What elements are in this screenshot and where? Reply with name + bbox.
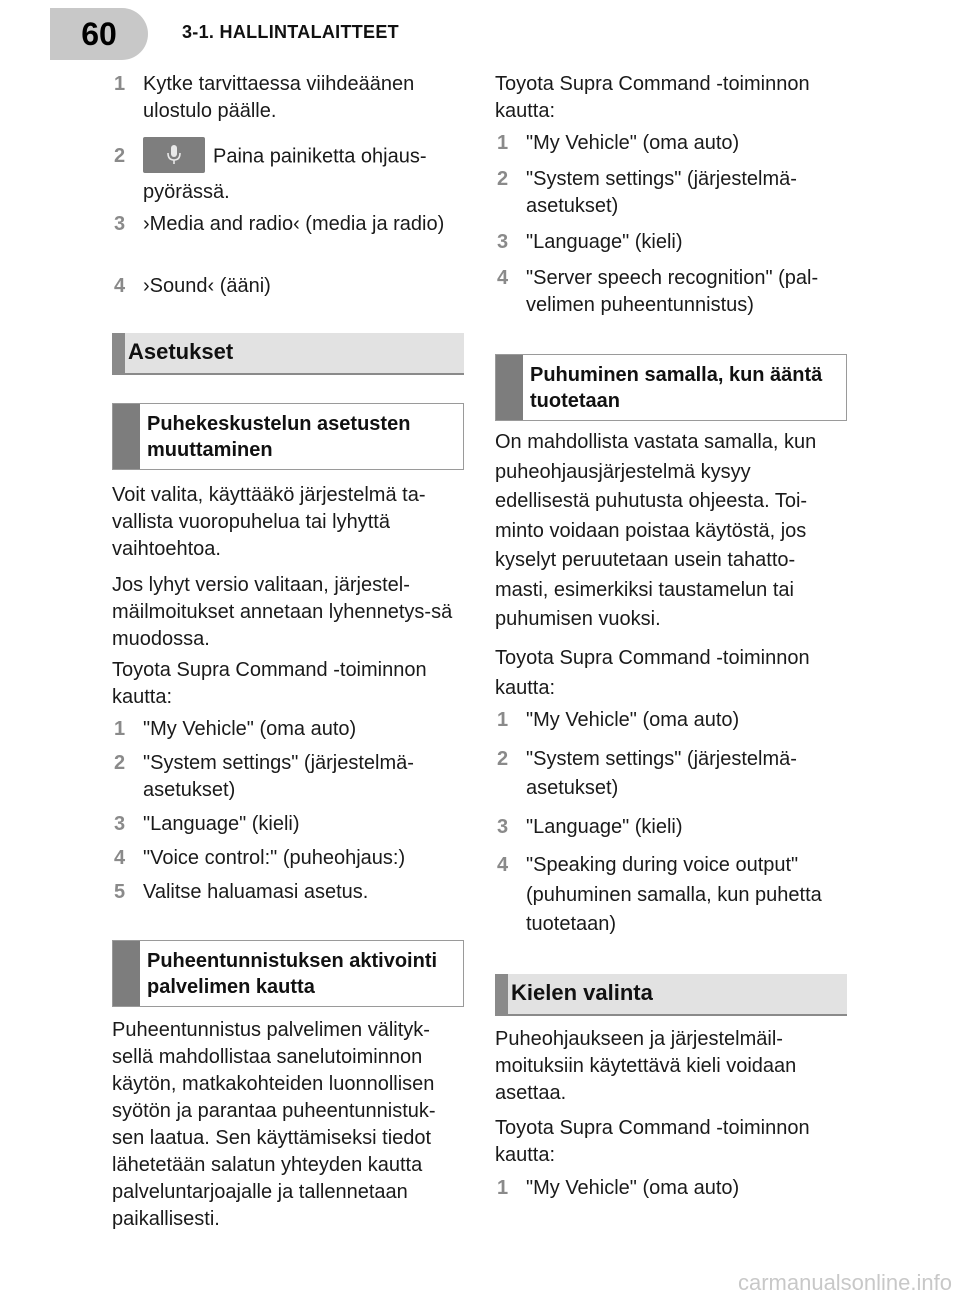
intro-step-list: [112, 71, 464, 125]
list-item: 2 "System settings" (järjestelmä-asetukset): [497, 747, 797, 799]
step-list: [495, 130, 847, 319]
intro-step-4: [112, 273, 464, 300]
list-item: 2 "System settings" (järjestelmä-asetukset): [114, 752, 414, 801]
list-item: 1 "My Vehicle" (oma auto): [497, 1177, 740, 1199]
step-list: [112, 716, 464, 906]
list-item: 3 "Language" (kieli): [497, 231, 683, 253]
list-item: 2 Paina painiketta ohjaus-pyörässä.: [112, 139, 464, 209]
page-header: [0, 0, 960, 64]
list-item: 4 ›Sound‹ (ääni): [114, 275, 271, 297]
subsection-heading-server: Puheentunnistuksen aktivointi palvelimen kautta: [112, 940, 464, 1007]
paragraph: Jos lyhyt versio valitaan, järjestel-mäilmoitukset annetaan lyhennetys-sä muodossa.: [112, 574, 453, 650]
chapter-title: 3-1. HALLINTALAITTEET: [182, 22, 399, 42]
watermark: carmanualsonline.info: [737, 1270, 952, 1295]
list-item: 4 "Speaking during voice output" (puhuminen samalla, kun puhetta tuotetaan): [497, 854, 822, 935]
list-item: 1 "My Vehicle" (oma auto): [497, 132, 740, 154]
page-number: 60: [50, 8, 148, 60]
paragraph: Toyota Supra Command -toiminnon kautta:: [495, 647, 810, 699]
intro-step-3: [112, 211, 464, 238]
paragraph: Toyota Supra Command -toiminnon kautta:: [495, 73, 810, 122]
list-item: 3 "Language" (kieli): [114, 813, 300, 835]
list-item: 3 ›Media and radio‹ (media ja radio): [114, 213, 445, 235]
paragraph: Puheentunnistus palvelimen välityk-sellä mahdollistaa sanelutoiminnon käytön, matkakohteiden luonnollisen syötön ja parantaa puheentunnistuk-sen laatua. Sen käyttämiseksi tiedot lähetetään salatun yhteyden kautta palveluntarjoajalle ja tallennetaan paikallisesti.: [112, 1019, 436, 1230]
paragraph: Puheohjaukseen ja järjestelmäil-moituksiin käytettävä kieli voidaan asettaa.: [495, 1028, 797, 1104]
microphone-icon: [143, 137, 205, 173]
paragraph: On mahdollista vastata samalla, kun puheohjausjärjestelmä kysyy edellisestä puhutusta ohjeesta. Toi-minto voidaan poistaa käytöstä, jos kyselyt peruutetaan usein tahatto-masti, esimerkiksi taustamelun tai puhumisen vuoksi.: [495, 431, 817, 630]
list-item: 2 "System settings" (järjestelmä-asetukset): [497, 168, 797, 217]
step-list: [495, 1175, 847, 1202]
intro-step-2: [112, 139, 464, 209]
list-item: 1 "My Vehicle" (oma auto): [497, 709, 740, 731]
list-item: 1 "My Vehicle" (oma auto): [114, 718, 357, 740]
list-item: 5 Valitse haluamasi asetus.: [114, 881, 369, 903]
subsection-heading-speaking: Puhuminen samalla, kun ääntä tuotetaan: [495, 354, 847, 421]
list-item: 3 "Language" (kieli): [497, 815, 683, 838]
section-heading-asetukset: Asetukset: [112, 333, 464, 375]
list-item: 4 "Voice control:" (puheohjaus:): [114, 847, 406, 869]
list-item: 1 Kytke tarvittaessa viihdeäänen ulostulo päälle.: [114, 73, 415, 122]
section-heading-kielen-valinta: Kielen valinta: [495, 974, 847, 1016]
paragraph: Toyota Supra Command -toiminnon kautta:: [112, 659, 427, 708]
list-item: 4 "Server speech recognition" (pal-velimen puheentunnistus): [497, 267, 819, 316]
paragraph: Toyota Supra Command -toiminnon kautta:: [495, 1117, 810, 1166]
step-list: [495, 706, 847, 940]
paragraph: Voit valita, käyttääkö järjestelmä ta-vallista vuoropuhelua tai lyhyttä vaihtoehtoa.: [112, 484, 426, 560]
subsection-heading-dialog: Puhekeskustelun asetusten muuttaminen: [112, 403, 464, 470]
